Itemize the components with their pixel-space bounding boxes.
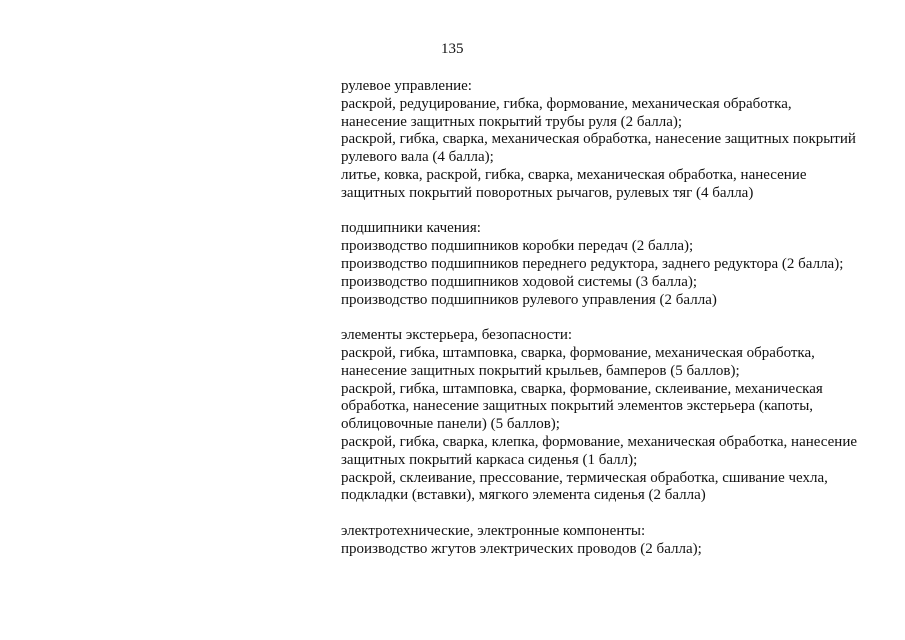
text-line: раскрой, редуцирование, гибка, формование, механическая обработка,	[341, 95, 792, 112]
text-line: облицовочные панели) (5 баллов);	[341, 416, 560, 433]
section-heading: подшипники качения:	[341, 220, 481, 237]
section-heading: электротехнические, электронные компоненты:	[341, 522, 646, 539]
section-heading: рулевое управление:	[341, 78, 472, 94]
text-line: производство подшипников рулевого управления (2 балла)	[341, 291, 717, 308]
text-line: производство подшипников ходовой системы (3 балла);	[341, 273, 698, 290]
section-electrical	[341, 523, 901, 559]
text-line: рулевого вала (4 балла);	[341, 149, 494, 166]
text-line: раскрой, гибка, штамповка, сварка, формование, склеивание, механическая	[341, 380, 823, 397]
text-line: раскрой, гибка, штамповка, сварка, формование, механическая обработка,	[341, 344, 815, 361]
section-bearings	[341, 220, 901, 309]
section-steering	[341, 78, 901, 203]
text-line: производство подшипников переднего редуктора, заднего редуктора (2 балла);	[341, 255, 844, 272]
text-line: раскрой, гибка, сварка, механическая обработка, нанесение защитных покрытий	[341, 131, 856, 148]
section-exterior	[341, 327, 901, 505]
text-line: нанесение защитных покрытий крыльев, бамперов (5 баллов);	[341, 362, 740, 379]
document-body	[341, 78, 901, 576]
text-line: литье, ковка, раскрой, гибка, сварка, механическая обработка, нанесение	[341, 166, 807, 183]
text-line: обработка, нанесение защитных покрытий элементов экстерьера (капоты,	[341, 398, 814, 415]
page-number: 135	[441, 41, 464, 57]
text-line: производство жгутов электрических проводов (2 балла);	[341, 540, 702, 557]
text-line: нанесение защитных покрытий трубы руля (2 балла);	[341, 113, 683, 130]
text-line: защитных покрытий поворотных рычагов, рулевых тяг (4 балла)	[341, 184, 754, 201]
text-line: раскрой, склеивание, прессование, термическая обработка, сшивание чехла,	[341, 469, 828, 486]
text-line: раскрой, гибка, сварка, клепка, формование, механическая обработка, нанесение	[341, 433, 858, 450]
text-line: производство подшипников коробки передач (2 балла);	[341, 238, 694, 255]
section-heading: элементы экстерьера, безопасности:	[341, 327, 573, 344]
text-line: подкладки (вставки), мягкого элемента сиденья (2 балла)	[341, 487, 706, 504]
text-line: защитных покрытий каркаса сиденья (1 балл);	[341, 451, 638, 468]
